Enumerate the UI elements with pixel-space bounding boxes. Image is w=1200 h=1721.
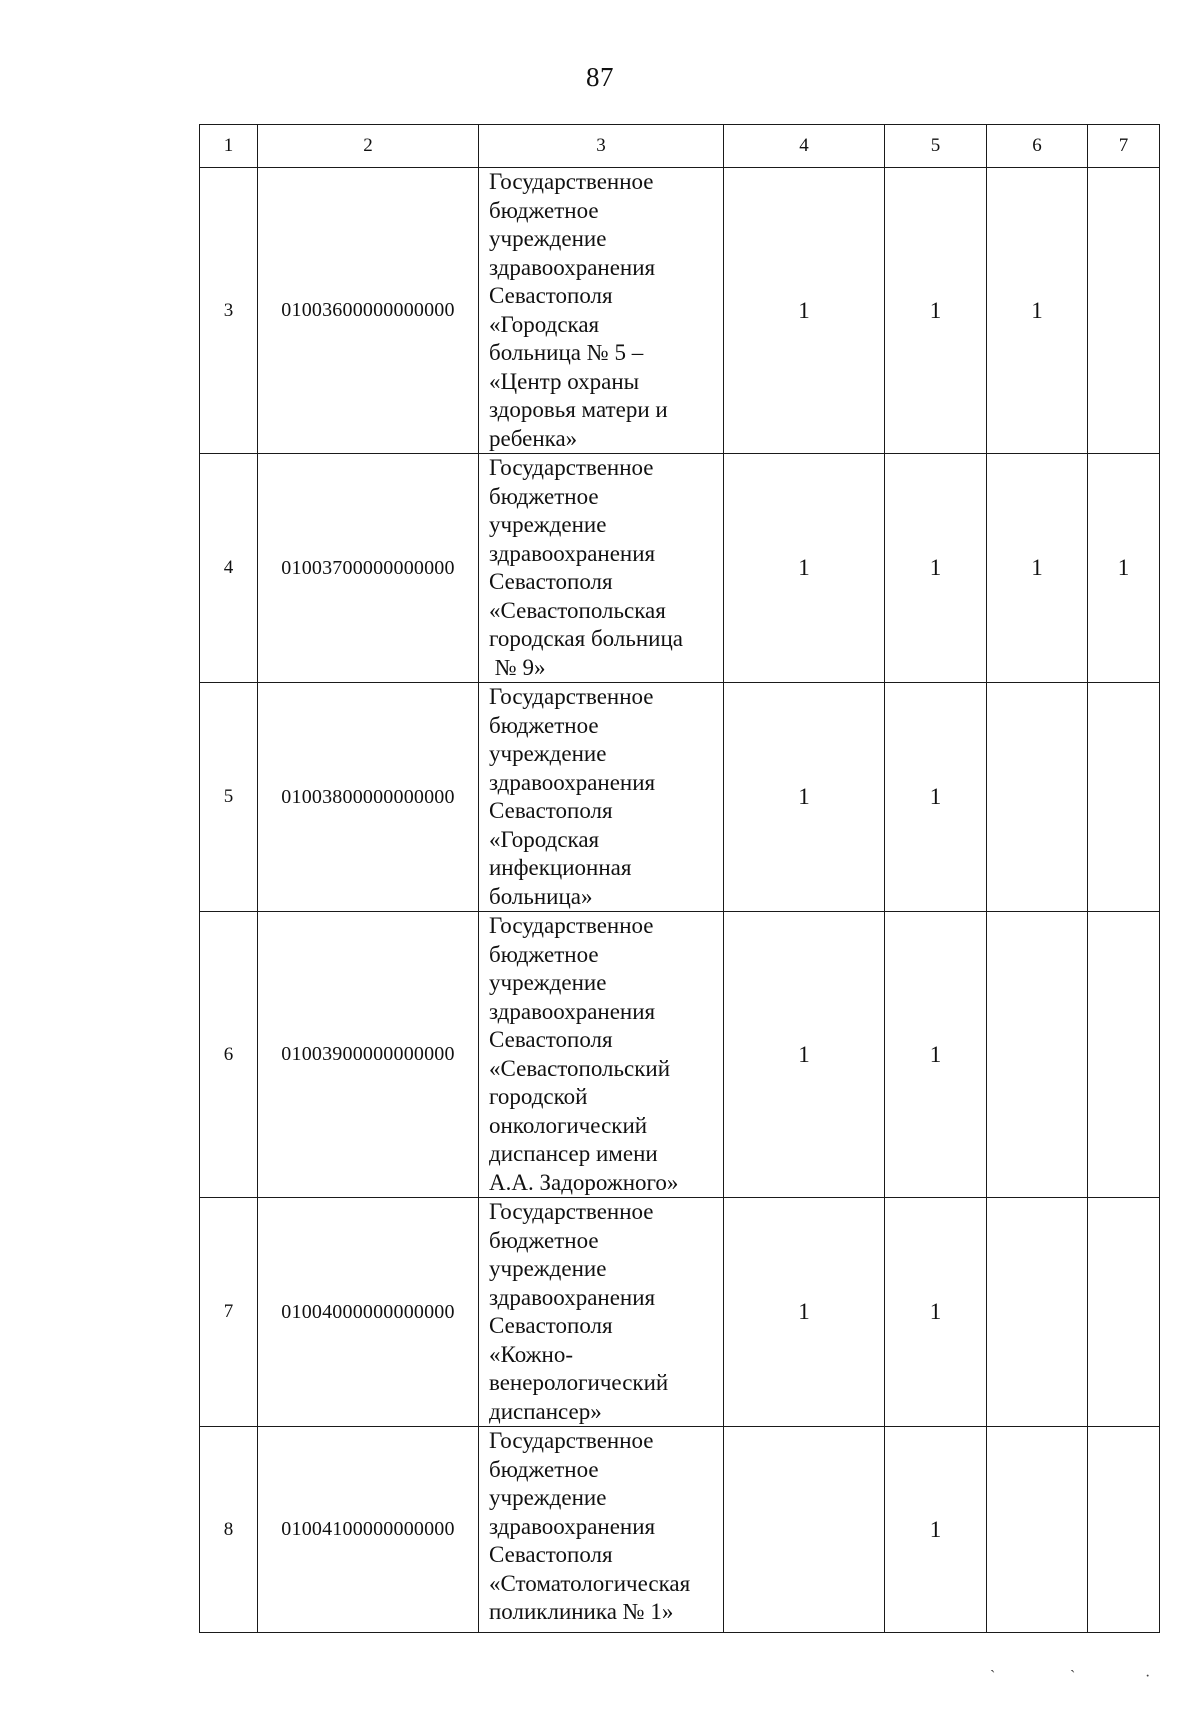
value-cell-col7: 1 <box>1088 454 1160 683</box>
institution-name-line: учреждение <box>489 1256 607 1281</box>
institution-name-line: «Стоматологическая <box>489 1570 691 1596</box>
value-cell-col4: 1 <box>724 683 885 912</box>
institution-name-line: Севастополя <box>489 1027 613 1052</box>
row-number-cell: 7 <box>200 1198 258 1427</box>
code-cell: 01004100000000000 <box>258 1427 479 1633</box>
value-cell-col5: 1 <box>885 168 987 454</box>
institution-name-line: «Городская <box>489 311 600 337</box>
value-cell-col6 <box>987 683 1088 912</box>
institution-name-line: Севастополя <box>489 798 613 823</box>
value-cell-col7 <box>1088 1427 1160 1633</box>
header-cell-1: 1 <box>200 125 258 168</box>
table-row <box>200 912 1160 1198</box>
institution-name-line: бюджетное <box>489 1456 599 1482</box>
institution-name-cell <box>479 168 724 454</box>
header-cell-5: 5 <box>885 125 987 168</box>
row-number-cell: 5 <box>200 683 258 912</box>
institution-name-line: А.А. Задорожного» <box>489 1169 679 1195</box>
scan-mark: · <box>1145 1668 1151 1685</box>
value-cell-col5: 1 <box>885 683 987 912</box>
value-cell-col5: 1 <box>885 1198 987 1427</box>
institution-name-line: онкологический <box>489 1112 648 1138</box>
institution-name-cell <box>479 912 724 1198</box>
value-cell-col7 <box>1088 683 1160 912</box>
header-cell-2: 2 <box>258 125 479 168</box>
code-cell: 01004000000000000 <box>258 1198 479 1427</box>
institution-name-cell <box>479 683 724 912</box>
value-cell-col6: 1 <box>987 168 1088 454</box>
institution-name-line: бюджетное <box>489 1227 599 1253</box>
institution-name-line: Государственное <box>489 455 654 480</box>
value-cell-col5: 1 <box>885 1427 987 1633</box>
row-number-cell: 6 <box>200 912 258 1198</box>
institution-name-line: здравоохранения <box>489 769 656 795</box>
institution-name-cell <box>479 1198 724 1427</box>
table-row <box>200 454 1160 683</box>
header-cell-3: 3 <box>479 125 724 168</box>
institution-name-line: бюджетное <box>489 712 599 738</box>
institution-name-line: Севастополя <box>489 569 613 594</box>
institution-name-line: здоровья матери и <box>489 397 668 422</box>
institution-name-line: «Городская <box>489 826 600 852</box>
value-cell-col4: 1 <box>724 912 885 1198</box>
institution-name-line: инфекционная <box>489 855 632 880</box>
institution-name-line: «Кожно- <box>489 1341 573 1367</box>
institution-name-line: учреждение <box>489 512 607 537</box>
institution-name-cell <box>479 1427 724 1633</box>
institution-name-line: Государственное <box>489 169 654 194</box>
institution-name-line: здравоохранения <box>489 254 656 280</box>
table-row <box>200 1198 1160 1427</box>
value-cell-col6 <box>987 912 1088 1198</box>
institution-name-line: Государственное <box>489 1199 654 1224</box>
row-number-cell: 3 <box>200 168 258 454</box>
institution-name-line: бюджетное <box>489 197 599 223</box>
row-number-cell: 8 <box>200 1427 258 1633</box>
institution-name-line: городская больница <box>489 626 683 651</box>
page-number: 87 <box>586 62 614 92</box>
institution-name-line: Севастополя <box>489 1542 613 1567</box>
header-cell-7: 7 <box>1088 125 1160 168</box>
institution-name-line: «Севастопольский <box>489 1055 671 1081</box>
value-cell-col7 <box>1088 912 1160 1198</box>
code-cell: 01003900000000000 <box>258 912 479 1198</box>
institution-name-line: здравоохранения <box>489 1513 656 1539</box>
value-cell-col7 <box>1088 168 1160 454</box>
header-cell-6: 6 <box>987 125 1088 168</box>
value-cell-col6 <box>987 1427 1088 1633</box>
code-cell: 01003800000000000 <box>258 683 479 912</box>
institution-name-line: здравоохранения <box>489 540 656 566</box>
value-cell-col5: 1 <box>885 912 987 1198</box>
institution-name-line: поликлиника № 1» <box>489 1599 674 1624</box>
institution-name-line: здравоохранения <box>489 998 656 1024</box>
institution-name-line: № 9» <box>489 654 546 680</box>
table-header-row <box>200 125 1160 168</box>
institution-name-line: Государственное <box>489 1428 654 1453</box>
value-cell-col6: 1 <box>987 454 1088 683</box>
code-cell: 01003700000000000 <box>258 454 479 683</box>
institution-name-line: Севастополя <box>489 283 613 308</box>
institution-name-line: бюджетное <box>489 483 599 509</box>
value-cell-col4: 1 <box>724 168 885 454</box>
institution-name-line: бюджетное <box>489 941 599 967</box>
institution-name-line: больница» <box>489 883 593 909</box>
institution-name-line: учреждение <box>489 741 607 766</box>
value-cell-col7 <box>1088 1198 1160 1427</box>
value-cell-col6 <box>987 1198 1088 1427</box>
value-cell-col4: 1 <box>724 454 885 683</box>
scan-mark: ` <box>1070 1668 1076 1685</box>
scan-mark: ` <box>990 1668 996 1685</box>
institution-name-line: здравоохранения <box>489 1284 656 1310</box>
value-cell-col5: 1 <box>885 454 987 683</box>
table-row <box>200 683 1160 912</box>
institution-name-line: диспансер» <box>489 1398 602 1424</box>
registry-table <box>199 124 1160 1633</box>
institution-name-line: венерологический <box>489 1370 669 1395</box>
institution-name-line: Севастополя <box>489 1313 613 1338</box>
institution-name-line: городской <box>489 1084 588 1109</box>
institution-name-line: Государственное <box>489 913 654 938</box>
institution-name-line: больница № 5 – <box>489 340 644 365</box>
table-row <box>200 1427 1160 1633</box>
value-cell-col4: 1 <box>724 1198 885 1427</box>
institution-name-line: учреждение <box>489 1485 607 1510</box>
table-row <box>200 168 1160 454</box>
institution-name-line: учреждение <box>489 970 607 995</box>
code-cell: 01003600000000000 <box>258 168 479 454</box>
institution-name-line: диспансер имени <box>489 1141 658 1166</box>
institution-name-line: ребенка» <box>489 425 578 451</box>
institution-name-line: Государственное <box>489 684 654 709</box>
value-cell-col4 <box>724 1427 885 1633</box>
row-number-cell: 4 <box>200 454 258 683</box>
institution-name-line: «Севастопольская <box>489 597 666 623</box>
institution-name-line: учреждение <box>489 226 607 251</box>
institution-name-line: «Центр охраны <box>489 368 640 394</box>
institution-name-cell <box>479 454 724 683</box>
header-cell-4: 4 <box>724 125 885 168</box>
